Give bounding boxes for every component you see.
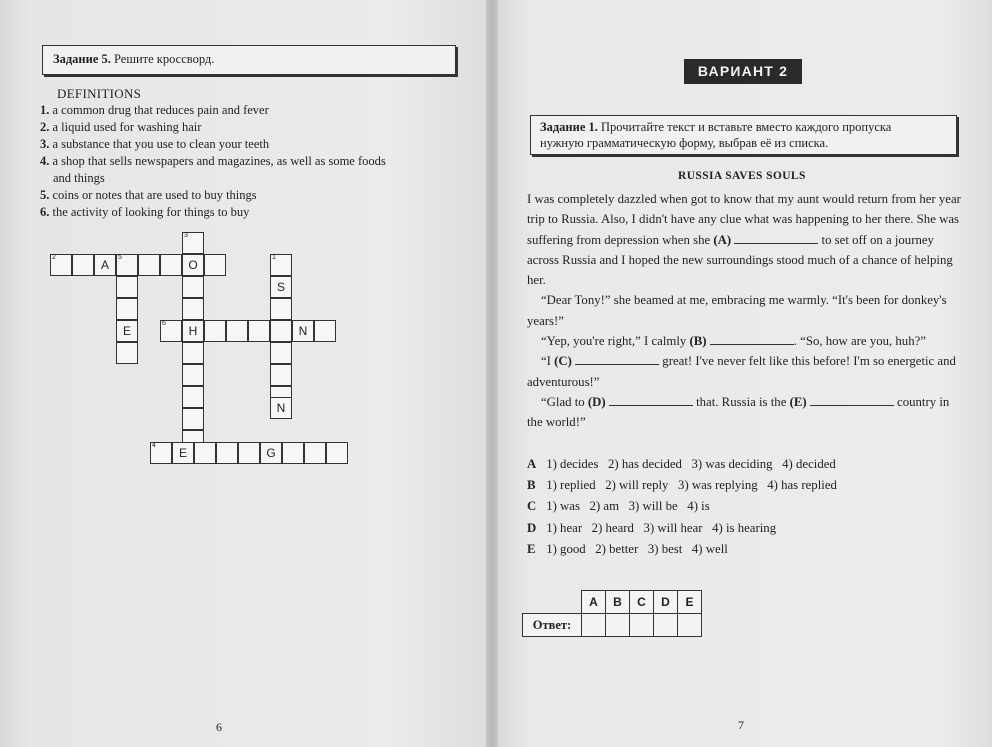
- crossword-cell[interactable]: [160, 254, 182, 276]
- crossword-cell[interactable]: E: [172, 442, 194, 464]
- page-number-left: 6: [216, 720, 222, 734]
- gap-blank[interactable]: [609, 405, 693, 406]
- crossword-cell[interactable]: [182, 342, 204, 364]
- answer-table-header: [523, 591, 702, 614]
- answer-header-cell: A: [582, 591, 606, 614]
- answer-cell[interactable]: [678, 614, 702, 637]
- task-label: Задание 1.: [540, 120, 598, 134]
- crossword-cell[interactable]: H: [182, 320, 204, 342]
- option-row: C 1) was 2) am 3) will be 4) is: [527, 499, 710, 514]
- crossword-cell[interactable]: N: [292, 320, 314, 342]
- paragraph: I was completely dazzled when got to know that my aunt would return from her year trip to Russia. Also, I didn't have any clue what was happening to her there. She was suffering from depression when she (A) to set off on a journey across Russia and I hoped the new surroundings stood much of a chance of helping her.: [527, 192, 961, 288]
- book-gutter: [486, 0, 498, 747]
- crossword-cell[interactable]: [282, 442, 304, 464]
- answer-cell[interactable]: [582, 614, 606, 637]
- task-box: [42, 45, 456, 75]
- answer-cell[interactable]: [630, 614, 654, 637]
- story-text: [527, 189, 965, 433]
- answer-header-cell: B: [606, 591, 630, 614]
- crossword-cell[interactable]: [116, 342, 138, 364]
- definition-item: 2. a liquid used for washing hair: [40, 120, 202, 134]
- answer-row-label: Ответ:: [523, 614, 582, 637]
- paragraph: “Glad to (D) that. Russia is the (E) country in the world!”: [527, 394, 950, 430]
- crossword-cell[interactable]: [304, 442, 326, 464]
- crossword-cell[interactable]: 3: [182, 232, 204, 254]
- definitions-list: [40, 102, 440, 221]
- option-row: D 1) hear 2) heard 3) will hear 4) is hearing: [527, 520, 777, 535]
- crossword-cell[interactable]: [238, 442, 260, 464]
- answer-header-cell: E: [678, 591, 702, 614]
- crossword-cell[interactable]: [270, 298, 292, 320]
- definitions-title: DEFINITIONS: [57, 86, 142, 101]
- answer-header-cell: C: [630, 591, 654, 614]
- crossword-cell[interactable]: [182, 386, 204, 408]
- task-label: Задание 5.: [53, 52, 111, 66]
- crossword-cell[interactable]: [182, 276, 204, 298]
- definition-item: and things: [53, 171, 105, 185]
- crossword-cell[interactable]: [270, 342, 292, 364]
- crossword-cell[interactable]: [204, 320, 226, 342]
- paragraph: “Dear Tony!” she beamed at me, embracing me warmly. “It's been for donkey's years!”: [527, 293, 947, 328]
- paragraph: “I (C) great! I've never felt like this before! I'm so energetic and adventurous!”: [527, 354, 956, 389]
- crossword-cell[interactable]: [248, 320, 270, 342]
- gap-blank[interactable]: [575, 364, 659, 365]
- answer-cell[interactable]: [654, 614, 678, 637]
- crossword-cell[interactable]: [182, 364, 204, 386]
- answer-header-cell: D: [654, 591, 678, 614]
- crossword-cell[interactable]: [116, 298, 138, 320]
- crossword-cell[interactable]: E: [116, 320, 138, 342]
- answer-options: [527, 454, 837, 560]
- answer-cell[interactable]: [606, 614, 630, 637]
- crossword-cell[interactable]: [182, 298, 204, 320]
- gap-blank[interactable]: [734, 243, 818, 244]
- crossword-cell[interactable]: N: [270, 397, 292, 419]
- variant-badge: ВАРИАНТ 2: [684, 59, 802, 84]
- crossword-cell[interactable]: A: [94, 254, 116, 276]
- crossword-cell[interactable]: [314, 320, 336, 342]
- crossword-cell[interactable]: [270, 320, 292, 342]
- crossword-cell[interactable]: [226, 320, 248, 342]
- crossword-cell[interactable]: [270, 364, 292, 386]
- paragraph: “Yep, you're right,” I calmly (B) . “So, how are you, huh?”: [541, 334, 926, 349]
- option-row: E 1) good 2) better 3) best 4) well: [527, 541, 728, 556]
- crossword-cell[interactable]: 6: [160, 320, 182, 342]
- definition-item: 3. a substance that you use to clean your teeth: [40, 137, 270, 151]
- definition-item: 4. a shop that sells newspapers and magazines, as well as some foods: [40, 154, 386, 168]
- crossword-cell[interactable]: [182, 408, 204, 430]
- task-text: Прочитайте текст и вставьте вместо каждого пропуска: [601, 120, 892, 134]
- task-box-right: [530, 115, 957, 155]
- crossword-cell[interactable]: 2: [50, 254, 72, 276]
- crossword-cell[interactable]: S: [270, 276, 292, 298]
- page-number-right: 7: [738, 718, 744, 732]
- crossword-cell[interactable]: [216, 442, 238, 464]
- crossword-cell[interactable]: [72, 254, 94, 276]
- crossword-cell[interactable]: 1: [270, 254, 292, 276]
- task-text-line2: нужную грамматическую форму, выбрав её из списка.: [540, 136, 829, 150]
- crossword-cell[interactable]: [116, 276, 138, 298]
- crossword-cell[interactable]: O: [182, 254, 204, 276]
- story-title: RUSSIA SAVES SOULS: [678, 170, 806, 182]
- gap-blank[interactable]: [810, 405, 894, 406]
- crossword-cell[interactable]: [326, 442, 348, 464]
- task-text: Решите кроссворд.: [114, 52, 215, 66]
- answer-table: [522, 590, 702, 637]
- definition-item: 6. the activity of looking for things to buy: [40, 205, 250, 219]
- option-row: B 1) replied 2) will reply 3) was replying 4) has replied: [527, 478, 837, 493]
- option-row: A 1) decides 2) has decided 3) was deciding 4) decided: [527, 457, 836, 471]
- definition-item: 5. coins or notes that are used to buy things: [40, 188, 257, 202]
- crossword-cell[interactable]: G: [260, 442, 282, 464]
- definition-item: 1. a common drug that reduces pain and fever: [40, 103, 269, 117]
- crossword-cell[interactable]: [194, 442, 216, 464]
- crossword-cell[interactable]: [138, 254, 160, 276]
- crossword-cell[interactable]: 5: [116, 254, 138, 276]
- crossword-cell[interactable]: [204, 254, 226, 276]
- crossword-cell[interactable]: 4: [150, 442, 172, 464]
- answer-table-row: [523, 614, 702, 637]
- gap-blank[interactable]: [710, 344, 794, 345]
